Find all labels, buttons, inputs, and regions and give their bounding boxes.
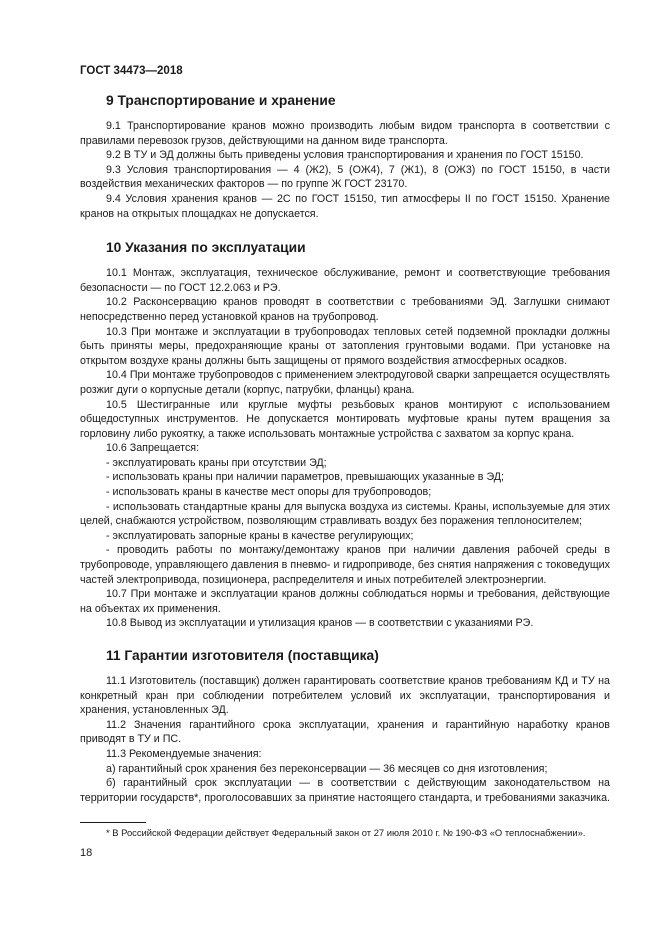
list-item: б) гарантийный срок эксплуатации — в соответствии с действующим законодательством на территории государств*, проголосовавших за принятие настоящего стандарта, и требованиями заказчика. [80,777,610,804]
paragraph-11-3: 11.3 Рекомендуемые значения: [106,747,262,760]
list-item: - использовать краны при наличии параметров, превышающих указанные в ЭД; [106,471,504,484]
section-10-title: 10 Указания по эксплуатации [106,240,306,256]
paragraph-10-6: 10.6 Запрещается: [106,442,200,455]
paragraph-10-4: 10.4 При монтаже трубопроводов с применением электродуговой сварки запрещается осуществлять розжиг дуги о корпусные детали (корпус, патрубки, фланцы) крана. [80,369,610,396]
paragraph-9-1: 9.1 Транспортирование кранов можно производить любым видом транспорта в соответствии с правилами перевозок грузов, действующими на данном виде транспорта. [80,120,610,147]
footnote-separator [80,822,146,823]
paragraph-10-2: 10.2 Расконсервацию кранов проводят в соответствии с требованиями ЭД. Заглушки снимают непосредственно перед установкой кранов на трубопровод. [80,296,610,323]
paragraph-11-2: 11.2 Значения гарантийного срока эксплуатации, хранения и гарантийную наработку кранов приводят в ТУ и ПС. [80,718,610,746]
document-code: ГОСТ 34473—2018 [80,65,183,77]
section-10 [80,239,610,631]
paragraph-9-3: 9.3 Условия транспортирования — 4 (Ж2), 5 (ОЖ4), 7 (Ж1), 8 (ОЖ3) по ГОСТ 15150, в части воздействия механических факторов — по группе Ж ГОСТ 23170. [80,163,610,191]
list-item: - эксплуатировать запорные краны в качестве регулирующих; [106,529,414,542]
page-number: 18 [80,847,93,859]
footnote: * В Российской Федерации действует Федеральный закон от 27 июля 2010 г. № 190-ФЗ «О теплоснабжении». [106,827,586,838]
document-body [80,92,610,805]
section-9 [80,92,610,221]
section-11-title: 11 Гарантии изготовителя (поставщика) [106,648,379,663]
section-9-title: 9 Транспортирование и хранение [106,93,336,108]
paragraph-10-1: 10.1 Монтаж, эксплуатация, техническое обслуживание, ремонт и соответствующие требования безопасности — по ГОСТ 12.2.063 и РЭ. [80,267,610,294]
list-item: - использовать краны в качестве мест опоры для трубопроводов; [106,486,432,499]
list-item: - проводить работы по монтажу/демонтажу кранов при наличии давления рабочей среды в трубопроводе, управляющего давления в пневмо- и гидроприводе, без снятия напряжения с токоведущих частей электропривода, позиционера, распределителя и иных потребителей электроэнергии. [80,544,610,586]
section-11 [80,647,610,805]
paragraph-11-1: 11.1 Изготовитель (поставщик) должен гарантировать соответствие кранов требованиям КД и ТУ на конкретный кран при соблюдении потребителем условий их эксплуатации, транспортирования и хранения, установленных ЭД. [80,675,610,717]
paragraph-10-8: 10.8 Вывод из эксплуатации и утилизация кранов — в соответствии с указаниями РЭ. [106,617,534,630]
list-item: - использовать стандартные краны для выпуска воздуха из системы. Краны, используемые для этих целей, снабжаются устройством, позволяющим стравливать воздух без поражения теплоносителем; [80,500,610,528]
paragraph-9-2: 9.2 В ТУ и ЭД должны быть приведены условия транспортирования и хранения по ГОСТ 15150. [106,149,584,162]
paragraph-9-4: 9.4 Условия хранения кранов — 2С по ГОСТ 15150, тип атмосферы II по ГОСТ 15150. Хранение кранов на открытых площадках не допускается. [80,192,610,220]
list-item: а) гарантийный срок хранения без переконсервации — 36 месяцев со дня изготовления; [106,762,548,775]
list-item: - эксплуатировать краны при отсутствии ЭД; [106,456,327,469]
paragraph-10-7: 10.7 При монтаже и эксплуатации кранов должны соблюдаться нормы и требования, действующие на объектах их применения. [80,588,610,615]
paragraph-10-5: 10.5 Шестигранные или круглые муфты резьбовых кранов монтируют с использованием общедоступных инструментов. Не допускается монтировать муфтовые краны путем вращения за горловину либо рукоятку, а также использовать монтажные устройства с захватом за корпус крана. [80,398,610,440]
paragraph-10-3: 10.3 При монтаже и эксплуатации в трубопроводах тепловых сетей подземной прокладки должны быть приняты меры, предохраняющие краны от затопления грунтовыми водами. При установке на открытом воздухе краны должны быть защищены от прямого воздействия атмосферных осадков. [80,325,610,367]
